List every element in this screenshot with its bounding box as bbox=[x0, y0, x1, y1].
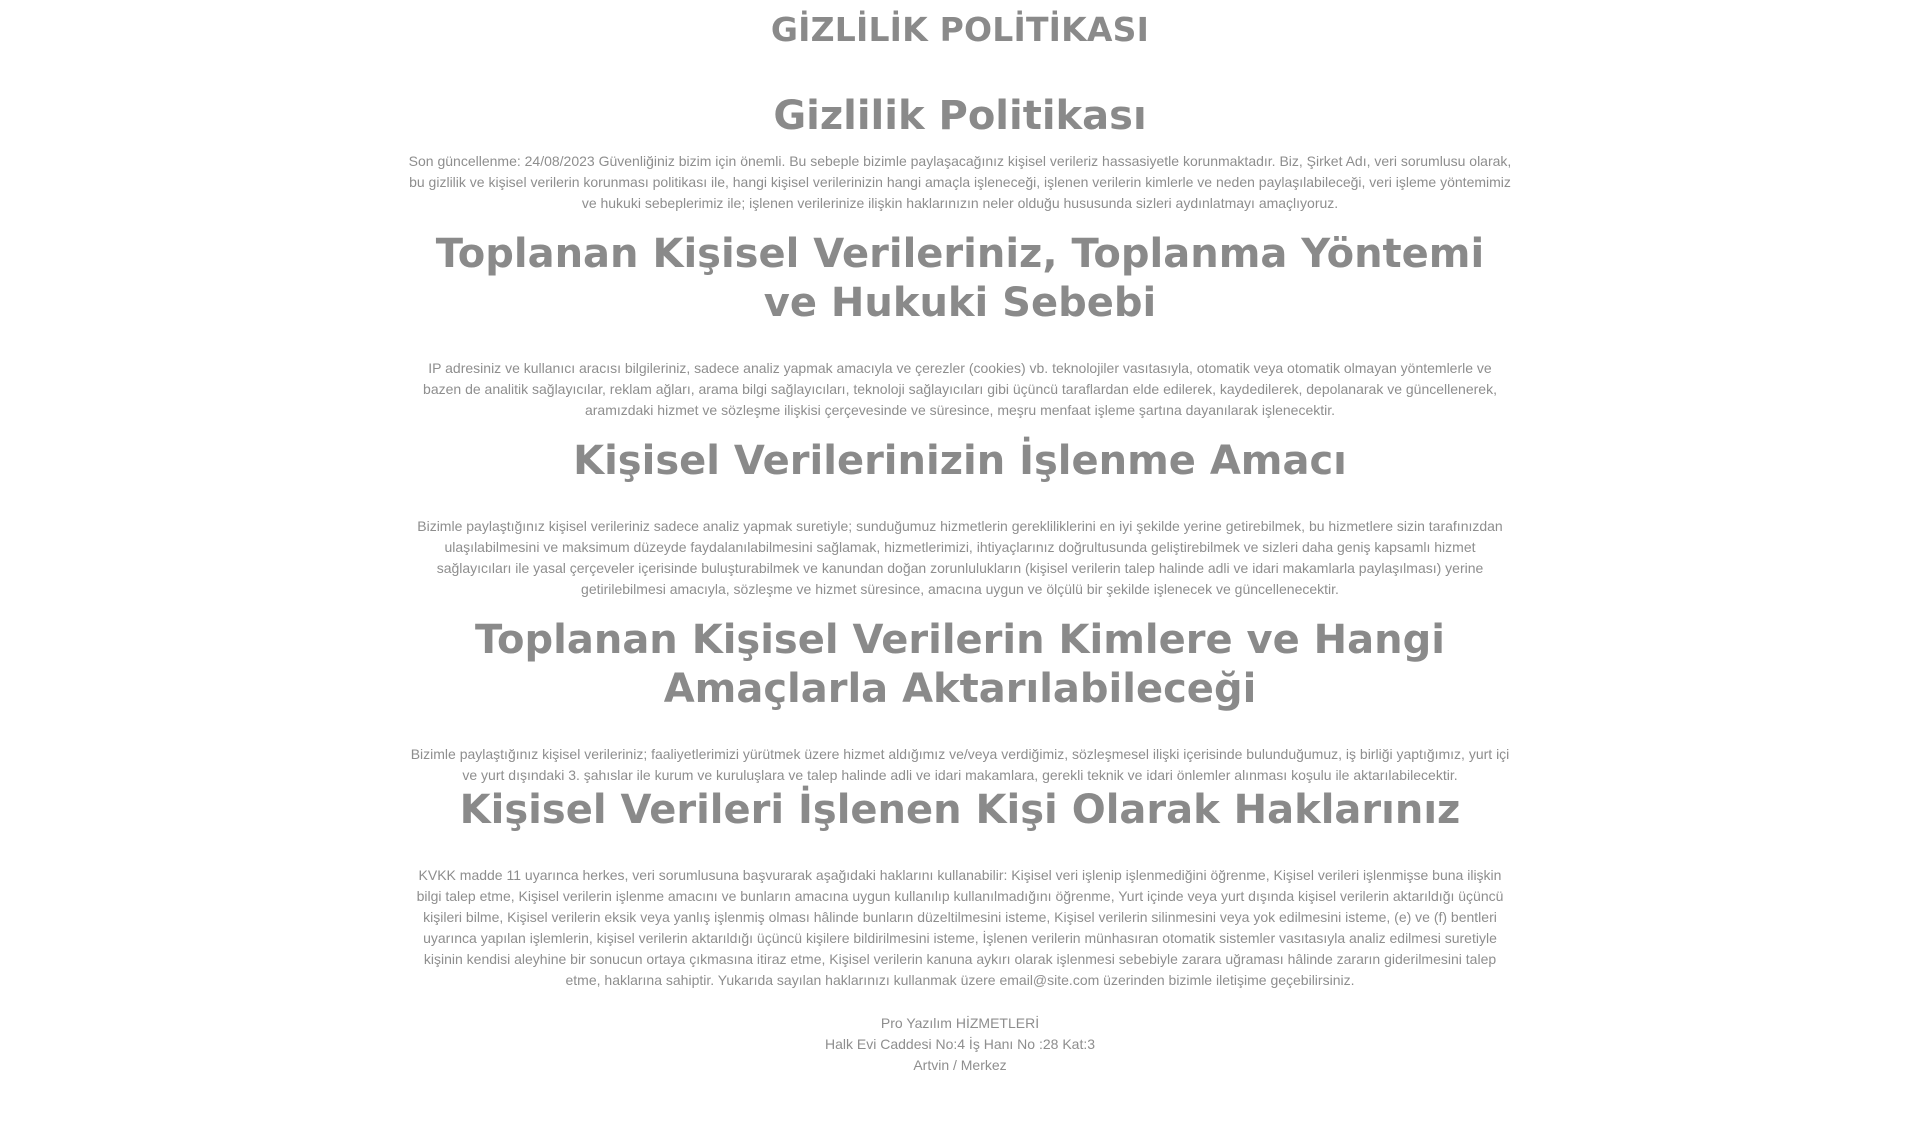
section-body: Bizimle paylaştığınız kişisel verileriniz; faaliyetlerimizi yürütmek üzere hizmet aldığımız ve/veya verdiğimiz, sözleşmesel ilişki içerisinde bulunduğumuz, iş birliği yaptığımız, yurt içi ve yurt dışındaki 3. şahıslar ile kurum ve kuruluşlara ve talep halinde adli ve idari makamlara, gerekli teknik ve idari önlemler alınması koşulu ile aktarılabilecektir. bbox=[410, 746, 1510, 783]
section-collected-data bbox=[408, 230, 1512, 421]
company-address: Halk Evi Caddesi No:4 İş Hanı No :28 Kat:3 bbox=[824, 1036, 1096, 1052]
section-heading: Gizlilik Politikası bbox=[773, 93, 1147, 139]
section-heading: Kişisel Verileri İşlenen Kişi Olarak Haklarınız bbox=[459, 787, 1461, 833]
company-city: Artvin / Merkez bbox=[913, 1057, 1007, 1073]
section-heading: Kişisel Verilerinizin İşlenme Amacı bbox=[573, 438, 1347, 484]
section-data-transfer bbox=[408, 616, 1512, 786]
company-address-block bbox=[408, 1013, 1512, 1076]
section-processing-purpose bbox=[408, 437, 1512, 600]
section-privacy-policy bbox=[408, 92, 1512, 214]
section-body: Son güncellenme: 24/08/2023 Güvenliğiniz bizim için önemli. Bu sebeple bizimle paylaşacağınız kişisel verileriz hassasiyetle korunmaktadır. Biz, Şirket Adı, veri sorumlusu olarak, bu gizlilik ve kişisel verilerin korunması politikası ile, hangi kişisel verilerinizin hangi amaçla işleneceği, işlenen verilerin kimlerle ve neden paylaşılabileceği, veri işleme yöntemimiz ve hukuki sebeplerimiz ile; işlenen verilerinize ilişkin haklarınızın neler olduğu hususunda sizleri aydınlatmayı amaçlıyoruz. bbox=[408, 153, 1512, 211]
section-rights bbox=[408, 786, 1512, 991]
section-body: IP adresiniz ve kullanıcı aracısı bilgileriniz, sadece analiz yapmak amacıyla ve çerezler (cookies) vb. teknolojiler vasıtasıyla, otomatik veya otomatik olmayan yöntemlerle ve bazen de analitik sağlayıcılar, reklam ağları, arama bilgi sağlayıcıları, teknoloji sağlayıcıları gibi üçüncü taraflardan elde edilerek, kaydedilerek, depolanarak ve güncellenerek, aramızdaki hizmet ve sözleşme ilişkisi çerçevesinde ve süresince, meşru menfaat işleme şartına dayanılarak işlenecektir. bbox=[423, 360, 1497, 418]
section-body: Bizimle paylaştığınız kişisel verileriniz sadece analiz yapmak suretiyle; sunduğumuz hizmetlerin gerekliliklerini en iyi şekilde yerine getirebilmek, bu hizmetlere sizin tarafınızdan ulaşılabilmesini ve maksimum düzeyde faydalanılabilmesini sağlamak, hizmetlerimizi, ihtiyaçlarınız doğrultusunda geliştirebilmek ve sizleri daha geniş kapsamlı hizmet sağlayıcıları ile yasal çerçeveler içerisinde buluşturabilmek ve kanundan doğan zorunlulukların (kişisel verilerin talep halinde adli ve idari makamlarla paylaşılması) yerine getirilebilmesi amacıyla, sözleşme ve hizmet süresince, amacına uygun ve ölçülü bir şekilde işlenecek ve güncellenecektir. bbox=[417, 518, 1503, 597]
section-body: KVKK madde 11 uyarınca herkes, veri sorumlusuna başvurarak aşağıdaki haklarını kullanabilir: Kişisel veri işlenip işlenmediğini öğrenme, Kişisel verileri işlenmişse buna ilişkin bilgi talep etme, Kişisel verilerin işlenme amacını ve bunların amacına uygun kullanılıp kullanılmadığını öğrenme, Yurt içinde veya yurt dışında kişisel verilerin aktarıldığı üçüncü kişileri bilme, Kişisel verilerin eksik veya yanlış işlenmiş olması hâlinde bunların düzeltilmesini isteme, Kişisel verilerin silinmesini veya yok edilmesini isteme, (e) ve (f) bentleri uyarınca yapılan işlemlerin, kişisel verilerin aktarıldığı üçüncü kişilere bildirilmesini isteme, İşlenen verilerin münhasıran otomatik sistemler vasıtasıyla analiz edilmesi suretiyle kişinin kendisi aleyhine bir sonucun ortaya çıkmasına itiraz etme, Kişisel verilerin kanuna aykırı olarak işlenmesi sebebiyle zarara uğraması hâlinde zararın giderilmesini talep etme, haklarına sahiptir. Yukarıda sayılan haklarınızı kullanmak üzere email@site.com üzerinden bizimle iletişime geçebilirsiniz. bbox=[416, 867, 1504, 988]
company-name: Pro Yazılım HİZMETLERİ bbox=[880, 1015, 1040, 1031]
section-heading: Toplanan Kişisel Verileriniz, Toplanma Yöntemi ve Hukuki Sebebi bbox=[435, 231, 1485, 326]
privacy-policy-page bbox=[408, 0, 1512, 1076]
page-title: GİZLİLİK POLİTİKASI bbox=[770, 10, 1150, 49]
section-heading: Toplanan Kişisel Verilerin Kimlere ve Hangi Amaçlarla Aktarılabileceği bbox=[475, 617, 1445, 712]
